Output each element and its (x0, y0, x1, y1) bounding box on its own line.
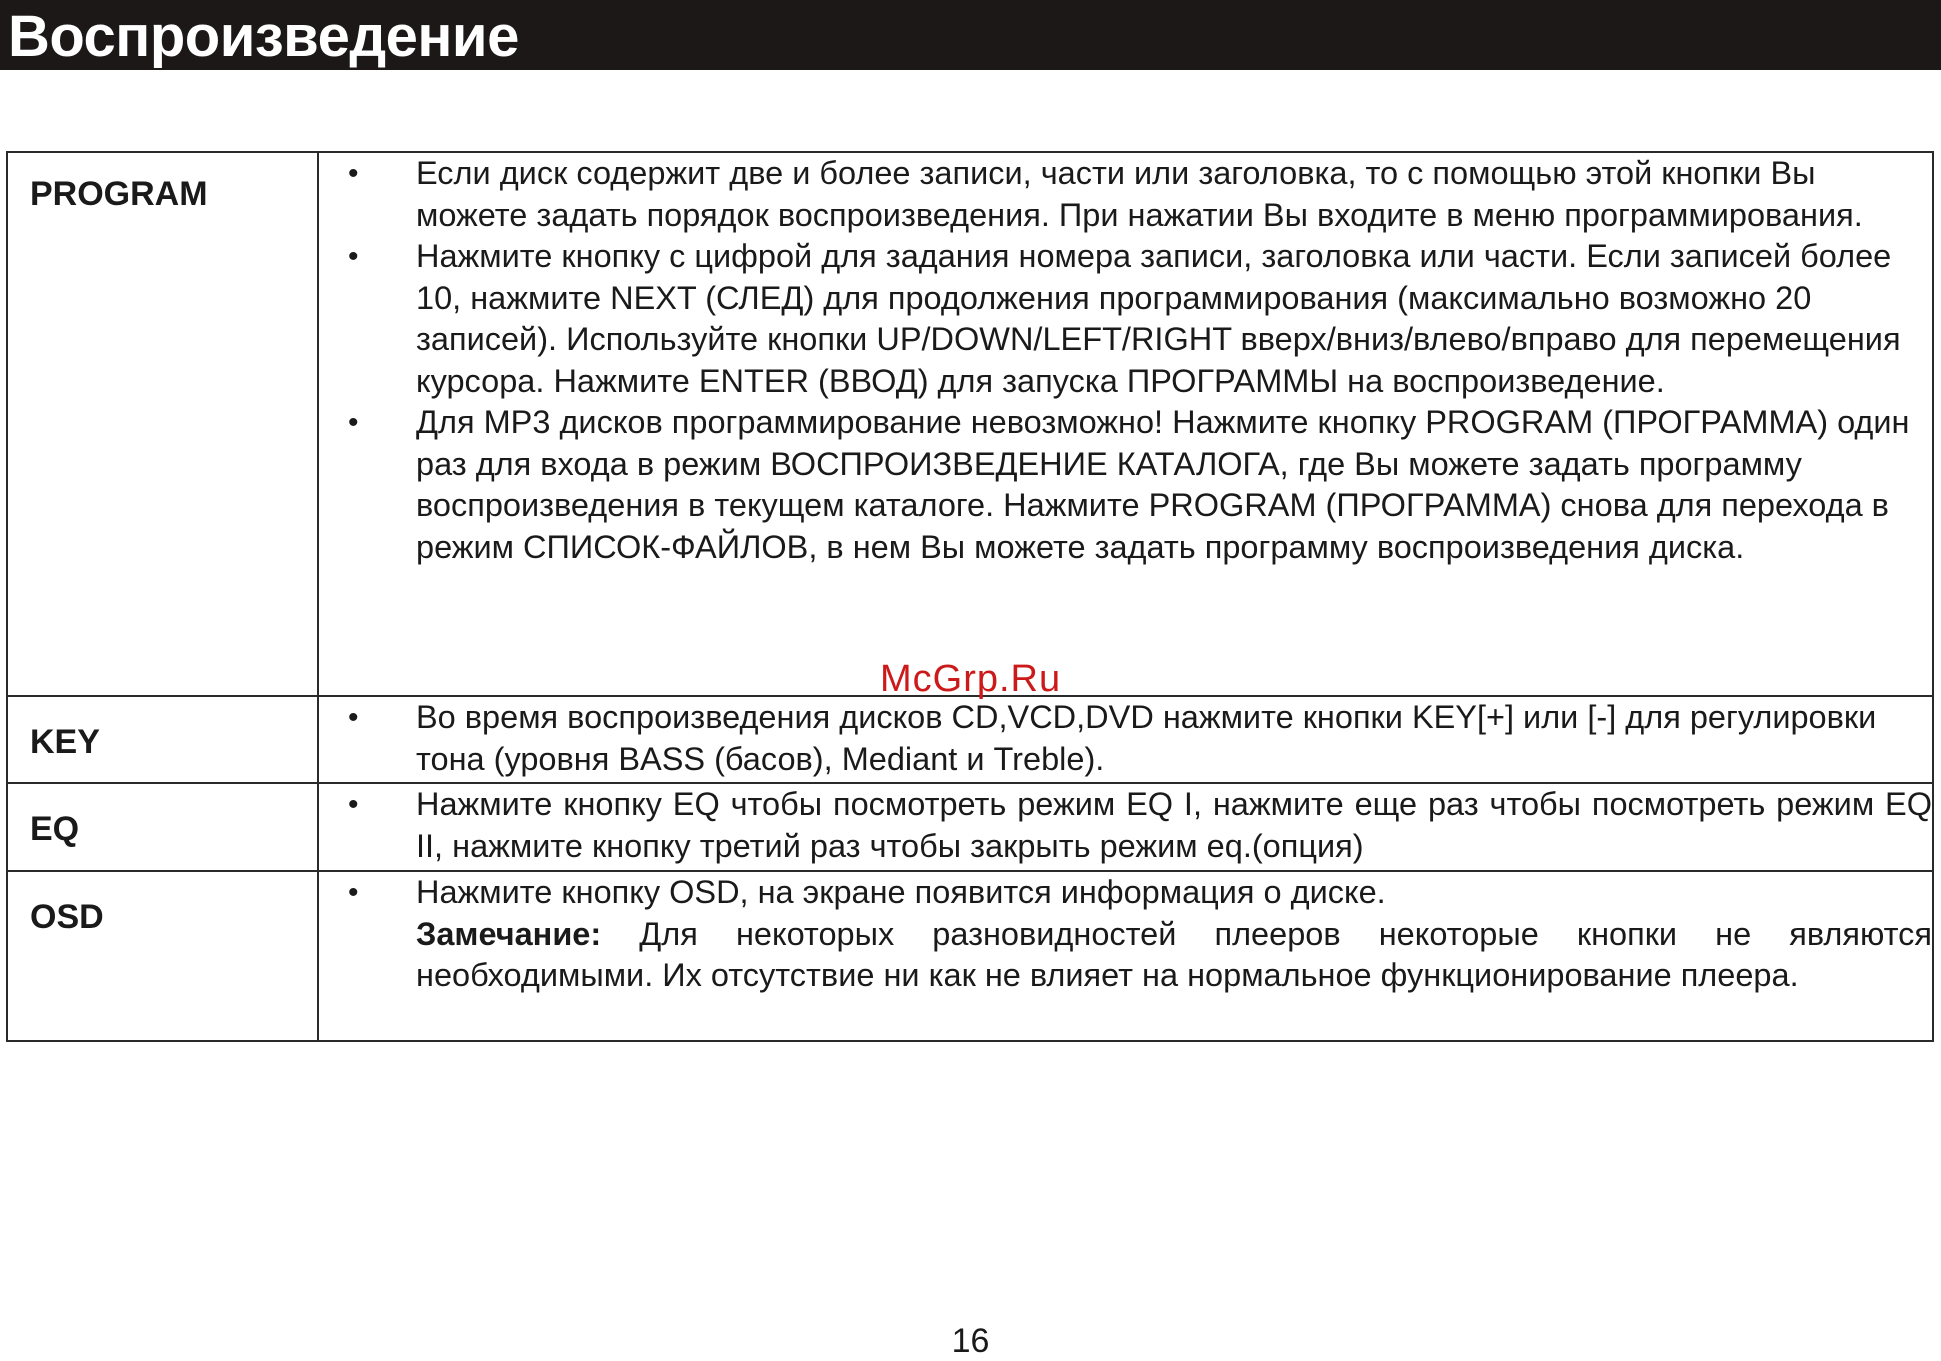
description-cell (318, 783, 1933, 871)
description-cell (318, 871, 1933, 1041)
page-title: Воспроизведение (8, 4, 519, 69)
button-description-table (6, 151, 1934, 1042)
table-row (7, 152, 1933, 696)
header-bar (0, 0, 1941, 70)
note-text: Для некоторых разновидностей плееров некоторые кнопки не являются необходимыми. Их отсутствие ни как не влияет на нормальное функционирование плеера. (416, 915, 1932, 993)
bullet-icon: • (348, 157, 359, 190)
table-row (7, 696, 1933, 783)
table-row (7, 783, 1933, 871)
page-number: 16 (951, 1322, 990, 1360)
bullet-list (319, 153, 1932, 568)
key-label-osd: OSD (30, 898, 104, 936)
table-row (7, 871, 1933, 1041)
list-item: • Во время воспроизведения дисков CD,VCD,DVD нажмите кнопки KEY[+] или [-] для регулировки тона (уровня BASS (басов), Mediant и Treble). (348, 699, 1877, 777)
key-label-program: PROGRAM (30, 175, 208, 213)
bullet-icon: • (348, 788, 359, 821)
bullet-list (319, 872, 1932, 914)
list-item: • Если диск содержит две и более записи, части или заголовка, то с помощью этой кнопки Вы можете задать порядок воспроизведения. При нажатии Вы входите в меню программирования. (348, 155, 1863, 233)
bullet-icon: • (348, 240, 359, 273)
list-item: • Нажмите кнопку EQ чтобы посмотреть режим EQ I, нажмите еще раз чтобы посмотреть режим EQ II, нажмите кнопку третий раз чтобы закрыть режим eq.(опция) (348, 786, 1932, 864)
bullet-icon: • (348, 701, 359, 734)
bullet-list (319, 697, 1932, 780)
list-item: • Для MP3 дисков программирование невозможно! Нажмите кнопку PROGRAM (ПРОГРАММА) один раз для входа в режим ВОСПРОИЗВЕДЕНИЕ КАТАЛОГА, где Вы можете задать программу воспроизведения в текущем каталоге. Нажмите PROGRAM (ПРОГРАММА) снова для перехода в режим СПИСОК-ФАЙЛОВ, в нем Вы можете задать программу воспроизведения диска. (348, 404, 1910, 565)
key-label-key: KEY (30, 723, 100, 761)
list-item: • Нажмите кнопку с цифрой для задания номера записи, заголовка или части. Если записей более 10, нажмите NEXT (СЛЕД) для продолжения программирования (максимально возможно 20 записей). Используйте кнопки UP/DOWN/LEFT/RIGHT вверх/вниз/влево/вправо для перемещения курсора. Нажмите ENTER (ВВОД) для запуска ПРОГРАММЫ на воспроизведение. (348, 238, 1901, 399)
list-item: • Нажмите кнопку OSD, на экране появится информация о диске. (10, 872, 1932, 914)
key-label-eq: EQ (30, 810, 80, 848)
watermark: McGrp.Ru (880, 658, 1062, 700)
description-cell (318, 696, 1933, 783)
bullet-icon: • (348, 876, 359, 909)
note-paragraph (319, 914, 1932, 997)
bullet-list (319, 784, 1932, 867)
bullet-icon: • (348, 406, 359, 439)
note-label: Замечание: (416, 915, 602, 952)
description-cell (318, 152, 1933, 696)
